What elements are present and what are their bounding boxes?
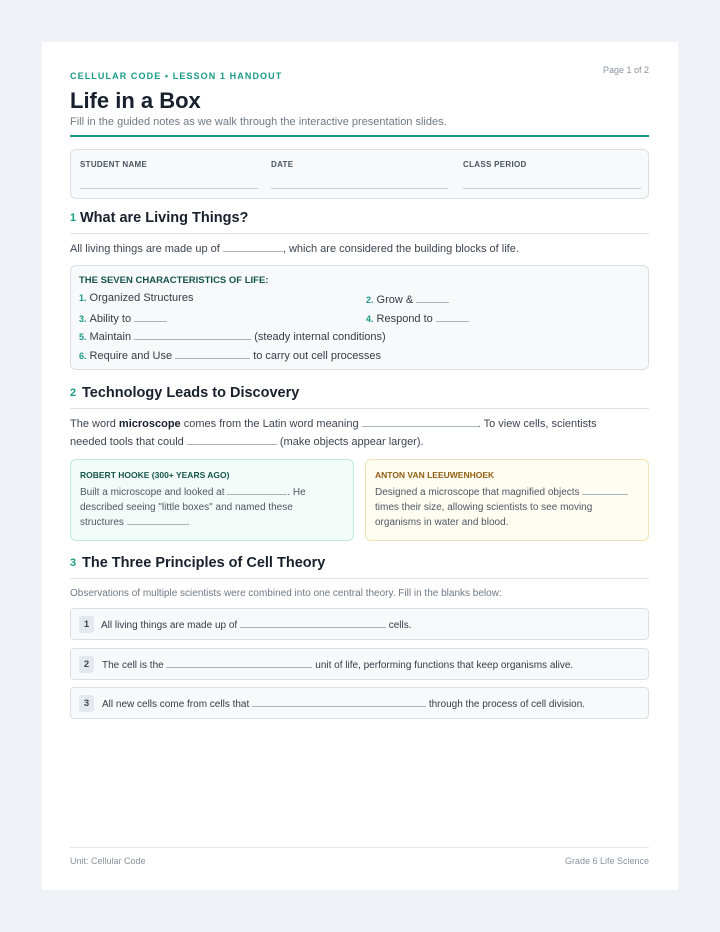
date-label: DATE bbox=[271, 160, 294, 169]
hooke-text: . bbox=[186, 517, 190, 528]
principle-number: 3 bbox=[79, 695, 94, 712]
date-field[interactable] bbox=[271, 160, 448, 189]
characteristic-item bbox=[79, 311, 167, 325]
hooke-text: structures bbox=[80, 517, 124, 528]
blank-hooke-structures[interactable] bbox=[127, 515, 187, 525]
page-title: Life in a Box bbox=[70, 88, 201, 113]
section-3-number: 3 bbox=[70, 557, 77, 569]
item-number: 1. bbox=[79, 293, 87, 303]
section-2-number: 2 bbox=[70, 387, 77, 399]
principle-number: 2 bbox=[79, 656, 94, 673]
section-1-title: What are Living Things? bbox=[80, 210, 249, 226]
section-3-intro: Observations of multiple scientists were combined into one central theory. Fill in the blanks below: bbox=[70, 588, 502, 599]
section-2-paragraph bbox=[70, 415, 649, 451]
class-period-field[interactable] bbox=[463, 160, 641, 189]
section-2-heading bbox=[70, 387, 649, 409]
item-number: 6. bbox=[79, 351, 87, 361]
principle-text-before: All new cells come from cells that bbox=[102, 699, 250, 710]
item-text: Ability to bbox=[89, 313, 132, 325]
p1-text-mid: comes from the Latin word meaning bbox=[183, 418, 359, 430]
principle-text-after: through the process of cell division. bbox=[428, 699, 586, 710]
characteristic-item bbox=[79, 348, 381, 362]
class-period-label: CLASS PERIOD bbox=[463, 160, 527, 169]
blank-respond[interactable] bbox=[436, 311, 469, 322]
item-number: 4. bbox=[366, 314, 374, 324]
scientist-description bbox=[375, 485, 639, 530]
item-number: 5. bbox=[79, 332, 87, 342]
principle-text-before: All living things are made up of bbox=[101, 620, 238, 631]
handout-page bbox=[42, 42, 678, 890]
blank-maintain[interactable] bbox=[134, 329, 251, 340]
blank-grow[interactable] bbox=[416, 292, 449, 303]
blank-building-blocks[interactable] bbox=[223, 241, 283, 252]
principle-number: 1 bbox=[79, 616, 94, 633]
item-number: 3. bbox=[79, 314, 87, 324]
item-text: Maintain bbox=[89, 331, 132, 343]
blank-magnification[interactable] bbox=[582, 485, 628, 495]
footer-grade: Grade 6 Life Science bbox=[564, 856, 649, 866]
blank-require[interactable] bbox=[175, 348, 250, 359]
characteristics-box bbox=[70, 265, 649, 370]
hooke-text: described seeing "little boxes" and named these bbox=[80, 502, 293, 513]
section-1-heading bbox=[70, 212, 649, 234]
p2-text-after: (make objects appear larger). bbox=[279, 436, 424, 448]
principle-text-after: cells. bbox=[388, 620, 412, 631]
hooke-text: . He bbox=[287, 487, 306, 498]
item-text: Grow & bbox=[376, 294, 414, 306]
student-name-line[interactable] bbox=[80, 188, 258, 189]
hooke-text: Built a microscope and looked at bbox=[80, 487, 225, 498]
robert-hooke-card bbox=[70, 459, 354, 541]
characteristics-title: THE SEVEN CHARACTERISTICS OF LIFE: bbox=[79, 275, 269, 286]
characteristic-item bbox=[79, 329, 386, 343]
footer-unit: Unit: Cellular Code bbox=[70, 856, 146, 866]
scientist-description bbox=[80, 485, 344, 530]
blank-principle-1[interactable] bbox=[240, 618, 386, 628]
page-subtitle: Fill in the guided notes as we walk through the interactive presentation slides. bbox=[70, 116, 447, 128]
scientist-name: ANTON VAN LEEUWENHOEK bbox=[375, 470, 495, 480]
principle-row bbox=[70, 648, 649, 680]
section-1-number: 1 bbox=[70, 212, 77, 224]
page-number: Page 1 of 2 bbox=[602, 65, 649, 75]
characteristic-item bbox=[79, 292, 193, 304]
class-period-line[interactable] bbox=[463, 188, 641, 189]
principle-row bbox=[70, 687, 649, 719]
p1-text: The word bbox=[70, 418, 116, 430]
principle-text-after: unit of life, performing functions that keep organisms alive. bbox=[315, 660, 574, 671]
intro-text-after: , which are considered the building blocks of life. bbox=[282, 243, 519, 255]
date-line[interactable] bbox=[271, 188, 448, 189]
item-number: 2. bbox=[366, 295, 374, 305]
student-name-label: STUDENT NAME bbox=[80, 160, 148, 169]
principle-text bbox=[101, 618, 412, 631]
item-text-after: (steady internal conditions) bbox=[254, 331, 386, 343]
blank-principle-3[interactable] bbox=[252, 697, 426, 707]
item-text: Organized Structures bbox=[89, 292, 194, 304]
item-text-after: to carry out cell processes bbox=[253, 350, 381, 362]
principle-text bbox=[102, 697, 585, 710]
footer-divider bbox=[70, 847, 649, 848]
item-text: Require and Use bbox=[89, 350, 173, 362]
intro-text-before: All living things are made up of bbox=[70, 243, 220, 255]
leeuwenhoek-text: organisms in water and blood. bbox=[375, 517, 509, 528]
blank-ability[interactable] bbox=[134, 311, 167, 322]
blank-principle-2[interactable] bbox=[166, 658, 312, 668]
leeuwenhoek-text: Designed a microscope that magnified objects bbox=[375, 487, 580, 498]
principle-text bbox=[102, 658, 573, 671]
blank-latin-meaning[interactable] bbox=[362, 416, 478, 427]
section-3-title: The Three Principles of Cell Theory bbox=[82, 555, 326, 571]
principle-text-before: The cell is the bbox=[102, 660, 164, 671]
scientist-name: ROBERT HOOKE (300+ YEARS AGO) bbox=[80, 470, 230, 480]
characteristic-item bbox=[366, 311, 469, 325]
item-text: Respond to bbox=[376, 313, 433, 325]
leeuwenhoek-card bbox=[365, 459, 649, 541]
leeuwenhoek-text: times their size, allowing scientists to see moving bbox=[375, 502, 593, 513]
principle-row bbox=[70, 608, 649, 640]
characteristic-item bbox=[366, 292, 449, 306]
student-info-box bbox=[70, 149, 649, 199]
student-name-field[interactable] bbox=[80, 160, 258, 189]
section-3-heading bbox=[70, 557, 649, 579]
blank-hooke-object[interactable] bbox=[227, 485, 287, 495]
header-divider bbox=[70, 135, 649, 137]
section-1-intro bbox=[70, 240, 649, 258]
p2-text: needed tools that could bbox=[70, 436, 184, 448]
section-2-title: Technology Leads to Discovery bbox=[82, 385, 300, 401]
p1-text-after: . To view cells, scientists bbox=[477, 418, 597, 430]
microscope-term: microscope bbox=[118, 418, 181, 430]
lesson-eyebrow: CELLULAR CODE • LESSON 1 HANDOUT bbox=[70, 71, 283, 81]
blank-magnify[interactable] bbox=[187, 434, 277, 445]
